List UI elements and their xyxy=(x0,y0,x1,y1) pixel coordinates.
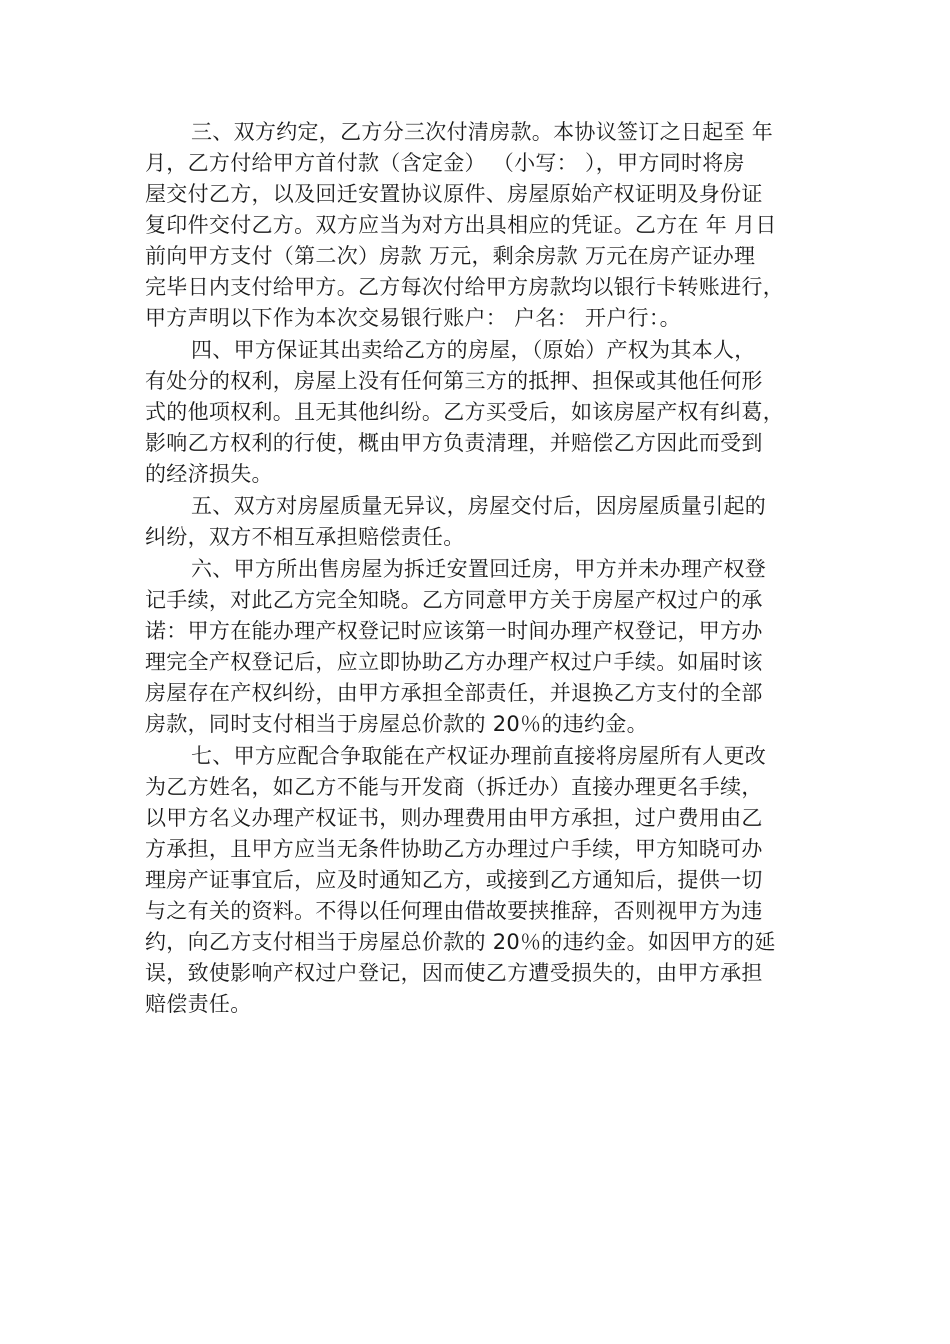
text-line: 六、甲方所出售房屋为拆迁安置回迁房，甲方并未办理产权登 xyxy=(191,557,767,581)
text-line: 赔偿责任。 xyxy=(145,992,252,1016)
text-line: 方承担，且甲方应当无条件协助乙方办理过户手续，甲方知晓可办 xyxy=(145,837,763,861)
text-line: 房屋存在产权纠纷，由甲方承担全部责任，并退换乙方支付的全部 xyxy=(145,681,763,705)
text-line: 完毕日内支付给甲方。乙方每次付给甲方房款均以银行卡转账进行， xyxy=(145,275,784,299)
text-line: 纠纷，双方不相互承担赔偿责任。 xyxy=(145,525,465,549)
text-line: 的经济损失。 xyxy=(145,462,273,486)
text-line: 诺：甲方在能办理产权登记时应该第一时间办理产权登记，甲方办 xyxy=(145,619,763,643)
text-line: 甲方声明以下作为本次交易银行账户： 户名： 开户行：。 xyxy=(145,306,681,330)
text-line: 以甲方名义办理产权证书，则办理费用由甲方承担，过户费用由乙 xyxy=(145,806,763,830)
text-line: 复印件交付乙方。双方应当为对方出具相应的凭证。乙方在 年 月日 xyxy=(145,213,777,237)
text-line: 四、甲方保证其出卖给乙方的房屋，（原始）产权为其本人， xyxy=(191,338,756,362)
clause-6-paragraph xyxy=(145,554,817,740)
clause-5-paragraph xyxy=(145,491,817,553)
clause-4-paragraph xyxy=(145,335,817,490)
document-body xyxy=(145,117,817,1020)
text-line: 前向甲方支付（第二次）房款 万元，剩余房款 万元在房产证办理 xyxy=(145,244,756,268)
text-line: 记手续，对此乙方完全知晓。乙方同意甲方关于房屋产权过户的承 xyxy=(145,588,763,612)
clause-3-paragraph xyxy=(145,117,817,334)
text-line: 五、双方对房屋质量无异议，房屋交付后，因房屋质量引起的 xyxy=(191,494,767,518)
text-line: 误，致使影响产权过户登记，因而使乙方遭受损失的，由甲方承担 xyxy=(145,961,763,985)
text-line: 约，向乙方支付相当于房屋总价款的 20％的违约金。如因甲方的延 xyxy=(145,930,776,954)
text-line: 七、甲方应配合争取能在产权证办理前直接将房屋所有人更改 xyxy=(191,744,767,768)
text-line: 与之有关的资料。不得以任何理由借故要挟推辞，否则视甲方为违 xyxy=(145,899,763,923)
text-line: 理完全产权登记后，应立即协助乙方办理产权过户手续。如届时该 xyxy=(145,650,763,674)
text-line: 式的他项权利。且无其他纠纷。乙方买受后，如该房屋产权有纠葛， xyxy=(145,400,784,424)
text-line: 有处分的权利，房屋上没有任何第三方的抵押、担保或其他任何形 xyxy=(145,369,763,393)
clause-7-paragraph xyxy=(145,741,817,1020)
text-line: 月，乙方付给甲方首付款（含定金） （小写： ），甲方同时将房 xyxy=(145,151,745,175)
text-line: 理房产证事宜后，应及时通知乙方，或接到乙方通知后，提供一切 xyxy=(145,868,763,892)
text-line: 三、双方约定，乙方分三次付清房款。本协议签订之日起至 年 xyxy=(191,120,774,144)
text-line: 影响乙方权利的行使，概由甲方负责清理，并赔偿乙方因此而受到 xyxy=(145,431,763,455)
text-line: 房款，同时支付相当于房屋总价款的 20％的违约金。 xyxy=(145,712,648,736)
text-line: 屋交付乙方，以及回迁安置协议原件、房屋原始产权证明及身份证 xyxy=(145,182,763,206)
text-line: 为乙方姓名，如乙方不能与开发商（拆迁办）直接办理更名手续， xyxy=(145,775,763,799)
